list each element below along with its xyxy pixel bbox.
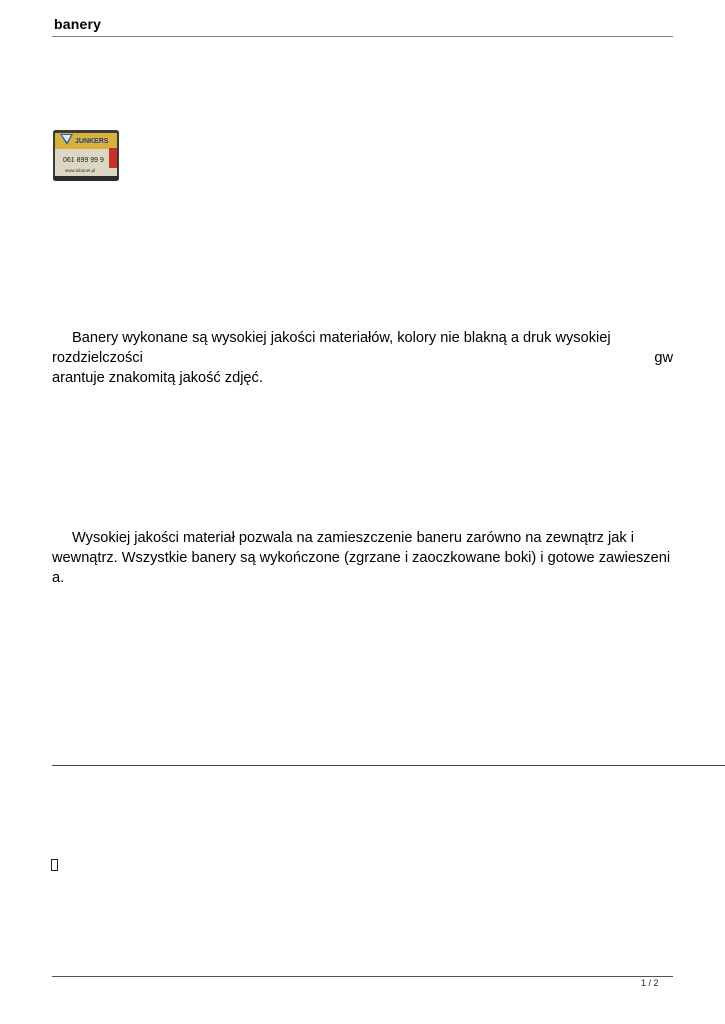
- paragraph-1-line-2-left: rozdzielczości: [52, 350, 143, 366]
- footer-divider: [52, 976, 673, 977]
- page-header-title: banery: [54, 16, 102, 32]
- banner-url-text: www.lubanet.pl: [65, 168, 96, 173]
- paragraph-1-line-2: [52, 348, 673, 368]
- paragraph-1-line-2-right: gw: [654, 350, 673, 366]
- paragraph-2: [52, 528, 673, 588]
- paragraph-1-line-3: arantuje znakomitą jakość zdjęć.: [52, 370, 263, 386]
- paragraph-1: [52, 328, 673, 388]
- banner-phone-text: 061 899 99 9: [63, 157, 104, 164]
- page-number: 1 / 2: [641, 978, 659, 988]
- missing-glyph-icon: [51, 859, 58, 871]
- section-divider: [52, 765, 725, 766]
- paragraph-2-line-3: a.: [52, 570, 65, 586]
- paragraph-2-line-1: Wysokiej jakości materiał pozwala na zamieszczenie baneru zarówno na zewnątrz jak i: [72, 530, 634, 546]
- paragraph-2-line-2: wewnątrz. Wszystkie banery są wykończone (zgrzane i zaoczkowane boki) i gotowe zawieszeni: [52, 550, 671, 566]
- banner-thumbnail-image[interactable]: [53, 130, 119, 181]
- banner-brand-text: JUNKERS: [75, 138, 109, 145]
- paragraph-1-line-1: Banery wykonane są wysokiej jakości materiałów, kolory nie blakną a druk wysokiej: [72, 330, 611, 346]
- header-divider: [52, 36, 673, 37]
